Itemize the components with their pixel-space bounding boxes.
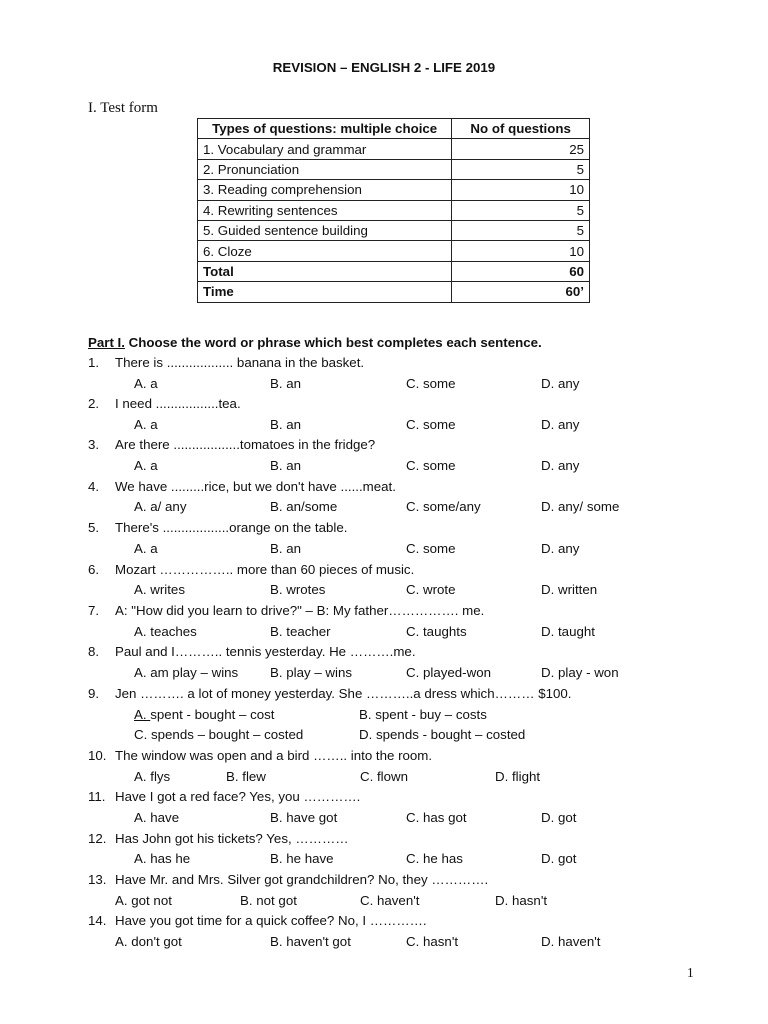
table-time-row — [198, 282, 590, 302]
row-count: 5 — [452, 200, 590, 220]
total-label: Total — [198, 261, 452, 281]
test-form-table — [197, 118, 590, 303]
document-title: REVISION – ENGLISH 2 - LIFE 2019 — [272, 60, 496, 75]
table-total-row — [198, 261, 590, 281]
option-d: D. any — [541, 458, 580, 473]
option-c: C. some — [406, 376, 456, 391]
row-count: 5 — [452, 159, 590, 179]
option-d: D. play - won — [541, 665, 619, 680]
question-stem — [0, 911, 768, 932]
question-text: Has John got his tickets? Yes, ………… — [115, 831, 349, 846]
option-b: B. an — [270, 417, 302, 432]
option-d: D. hasn't — [495, 893, 548, 908]
part-heading — [88, 335, 542, 350]
question-text: Have you got time for a quick coffee? No, I …………. — [115, 913, 427, 928]
option-c: C. wrote — [406, 582, 456, 597]
table-row — [198, 159, 590, 179]
option-d: D. got — [541, 851, 577, 866]
question-stem — [0, 518, 768, 539]
question-text: Have I got a red face? Yes, you …………. — [115, 789, 361, 804]
question-stem — [0, 435, 768, 456]
option-a: A. a — [134, 541, 158, 556]
question-number: 6. — [88, 562, 100, 577]
option-d: D. any — [541, 541, 580, 556]
option-a: A. a — [134, 458, 158, 473]
question-stem — [0, 642, 768, 663]
option-d: D. got — [541, 810, 577, 825]
question-text: The window was open and a bird …….. into the room. — [115, 748, 433, 763]
question-options — [0, 725, 768, 746]
option-b: B. have got — [270, 810, 338, 825]
question-options — [0, 808, 768, 829]
question-number: 11. — [88, 789, 106, 804]
option-c: C. flown — [360, 769, 409, 784]
row-count: 5 — [452, 220, 590, 240]
option-d: D. any — [541, 376, 580, 391]
table-row — [198, 139, 590, 159]
option-d: D. taught — [541, 624, 595, 639]
question-text: We have .........rice, but we don't have ......meat. — [115, 479, 396, 494]
table-row — [198, 200, 590, 220]
page-number: 1 — [687, 965, 694, 980]
question-stem — [0, 787, 768, 808]
option-a: A. don't got — [115, 934, 182, 949]
option-a-label: A. — [134, 707, 151, 722]
question-stem — [0, 870, 768, 891]
question-options — [0, 622, 768, 643]
row-count: 10 — [452, 180, 590, 200]
option-d: D. written — [541, 582, 598, 597]
question-options — [0, 580, 768, 601]
option-a: A. teaches — [134, 624, 197, 639]
question-options — [0, 539, 768, 560]
time-label: Time — [198, 282, 452, 302]
row-count: 25 — [452, 139, 590, 159]
row-label: 2. Pronunciation — [198, 159, 452, 179]
question-number: 7. — [88, 603, 100, 618]
option-a: A. writes — [134, 582, 185, 597]
question-text: Paul and I……….. tennis yesterday. He ……….me. — [115, 644, 416, 659]
question-stem — [0, 560, 768, 581]
question-text: Are there ..................tomatoes in the fridge? — [115, 437, 376, 452]
option-a — [134, 705, 274, 726]
row-count: 10 — [452, 241, 590, 261]
section-heading: I. Test form — [88, 100, 158, 116]
option-c: C. spends – bought – costed — [134, 727, 304, 742]
row-label: 4. Rewriting sentences — [198, 200, 452, 220]
option-c: C. played-won — [406, 665, 491, 680]
option-d: D. haven't — [541, 934, 601, 949]
option-b: B. teacher — [270, 624, 331, 639]
question-text: Have Mr. and Mrs. Silver got grandchildren? No, they …………. — [115, 872, 489, 887]
total-value: 60 — [452, 261, 590, 281]
question-stem — [0, 394, 768, 415]
row-label: 5. Guided sentence building — [198, 220, 452, 240]
question-text: A: "How did you learn to drive?" – B: My father……………. me. — [115, 603, 485, 618]
time-value: 60’ — [452, 282, 590, 302]
option-d: D. flight — [495, 769, 541, 784]
option-b: B. an — [270, 376, 302, 391]
question-options — [0, 415, 768, 436]
question-options — [0, 705, 768, 726]
option-a: A. a/ any — [134, 499, 187, 514]
question-number: 9. — [88, 686, 100, 701]
option-a: A. a — [134, 417, 158, 432]
option-c: C. some — [406, 417, 456, 432]
question-number: 14. — [88, 913, 107, 928]
option-c: C. has got — [406, 810, 467, 825]
table-header-row — [198, 119, 590, 139]
option-b: B. an — [270, 541, 302, 556]
option-c: C. some — [406, 541, 456, 556]
option-c: C. taughts — [406, 624, 467, 639]
option-b: B. not got — [240, 893, 297, 908]
option-a: A. has he — [134, 851, 191, 866]
question-stem — [0, 601, 768, 622]
question-number: 3. — [88, 437, 100, 452]
question-options — [0, 932, 768, 953]
question-number: 10. — [88, 748, 107, 763]
question-number: 5. — [88, 520, 100, 535]
option-b: B. an/some — [270, 499, 338, 514]
option-d: D. any/ some — [541, 499, 620, 514]
option-b: B. he have — [270, 851, 334, 866]
row-label: 3. Reading comprehension — [198, 180, 452, 200]
question-text: There's ..................orange on the table. — [115, 520, 348, 535]
header-question-type: Types of questions: multiple choice — [198, 119, 452, 139]
row-label: 1. Vocabulary and grammar — [198, 139, 452, 159]
question-stem — [0, 684, 768, 705]
option-d: D. spends - bought – costed — [359, 727, 526, 742]
question-text: There is .................. banana in the basket. — [115, 355, 365, 370]
question-text: Jen ………. a lot of money yesterday. She ………..a dress which……… $100. — [115, 686, 572, 701]
option-c: C. some/any — [406, 499, 481, 514]
question-options — [0, 767, 768, 788]
option-c: C. he has — [406, 851, 463, 866]
question-number: 2. — [88, 396, 100, 411]
option-b: B. wrotes — [270, 582, 326, 597]
option-a: A. am play – wins — [134, 665, 239, 680]
option-b: B. an — [270, 458, 302, 473]
question-number: 8. — [88, 644, 100, 659]
option-a: A. have — [134, 810, 180, 825]
option-a: A. a — [134, 376, 158, 391]
question-options — [0, 849, 768, 870]
question-options — [0, 374, 768, 395]
table-row — [198, 180, 590, 200]
question-options — [0, 891, 768, 912]
question-text: Mozart …………….. more than 60 pieces of music. — [115, 562, 415, 577]
option-a-text: spent - bought – cost — [150, 707, 275, 722]
option-b: B. play – wins — [270, 665, 353, 680]
option-a: A. got not — [115, 893, 172, 908]
question-number: 13. — [88, 872, 107, 887]
option-c: C. hasn't — [406, 934, 459, 949]
question-options — [0, 497, 768, 518]
part-label: Part I. — [88, 335, 125, 350]
option-a: A. flys — [134, 769, 171, 784]
question-options — [0, 663, 768, 684]
question-text: I need .................tea. — [115, 396, 241, 411]
option-d: D. any — [541, 417, 580, 432]
option-b: B. spent - buy – costs — [359, 707, 487, 722]
part-instruction: Choose the word or phrase which best completes each sentence. — [124, 335, 542, 350]
question-stem — [0, 829, 768, 850]
question-stem — [0, 477, 768, 498]
option-b: B. flew — [226, 769, 266, 784]
question-number: 4. — [88, 479, 100, 494]
question-stem — [0, 746, 768, 767]
option-b: B. haven't got — [270, 934, 351, 949]
table-row — [198, 241, 590, 261]
option-c: C. haven't — [360, 893, 420, 908]
header-question-count: No of questions — [452, 119, 590, 139]
row-label: 6. Cloze — [198, 241, 452, 261]
question-stem — [0, 353, 768, 374]
question-number: 12. — [88, 831, 107, 846]
question-options — [0, 456, 768, 477]
question-number: 1. — [88, 355, 100, 370]
option-c: C. some — [406, 458, 456, 473]
table-row — [198, 220, 590, 240]
